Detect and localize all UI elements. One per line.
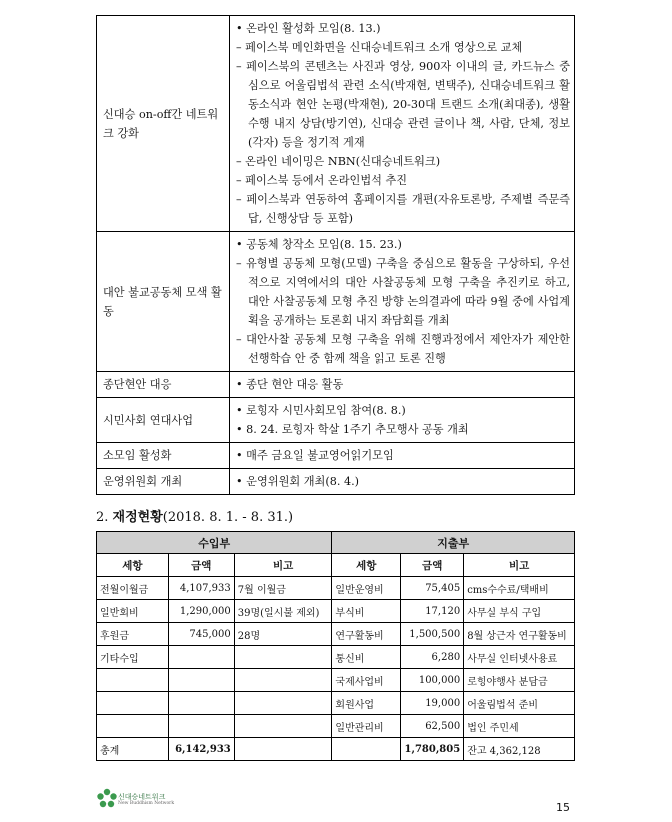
income-item: 일반회비 (97, 600, 169, 623)
income-item (97, 715, 169, 738)
expense-item: 회원사업 (332, 692, 401, 715)
finance-row (97, 669, 575, 692)
expense-amount: 62,500 (401, 715, 464, 738)
income-item (97, 692, 169, 715)
income-item: 후원금 (97, 623, 169, 646)
income-item (97, 669, 169, 692)
expense-item: 연구활동비 (332, 623, 401, 646)
total-income-note (234, 738, 332, 761)
activity-row (97, 372, 575, 398)
expense-col-note: 비고 (464, 554, 575, 577)
finance-row (97, 600, 575, 623)
expense-section-header: 지출부 (332, 532, 575, 554)
finance-table (96, 531, 575, 761)
activity-item: • 로힝자 시민사회모임 참여(8. 8.) (236, 404, 406, 417)
income-note: 39명(일시불 제외) (234, 600, 332, 623)
finance-row (97, 692, 575, 715)
expense-amount: 75,405 (401, 577, 464, 600)
activity-content (230, 469, 575, 495)
activity-row (97, 16, 575, 232)
activity-content (230, 372, 575, 398)
page-number: 15 (556, 801, 570, 814)
finance-heading-period: (2018. 8. 1. - 8. 31.) (162, 510, 294, 525)
expense-note: cms수수료/택배비 (464, 577, 575, 600)
income-note (234, 646, 332, 669)
income-note: 7월 이월금 (234, 577, 332, 600)
income-item: 기타수입 (97, 646, 169, 669)
expense-amount: 6,280 (401, 646, 464, 669)
footer-logo (96, 788, 175, 814)
income-item: 전월이월금 (97, 577, 169, 600)
income-note: 28명 (234, 623, 332, 646)
income-amount (168, 715, 234, 738)
activity-label: 종단현안 대응 (97, 372, 230, 398)
expense-item: 통신비 (332, 646, 401, 669)
income-col-amount: 금액 (168, 554, 234, 577)
expense-note: 법인 주민세 (464, 715, 575, 738)
activity-item: • 종단 현안 대응 활동 (236, 378, 344, 391)
income-amount (168, 692, 234, 715)
activity-item: • 공동체 창작소 모임(8. 15. 23.) (236, 238, 402, 251)
activity-subitem: – 페이스북과 연동하여 홈페이지를 개편(자유토론방, 주제별 즉문즉답, 신행상담 등 포함) (236, 193, 570, 225)
total-expense-item (332, 738, 401, 761)
lotus-logo-icon (96, 788, 118, 810)
finance-heading (96, 506, 293, 525)
activity-item: • 8. 24. 로힝자 학살 1주기 추모행사 공동 개최 (236, 423, 469, 436)
expense-item: 일반관리비 (332, 715, 401, 738)
expense-note: 사무실 인터넷사용료 (464, 646, 575, 669)
activity-item: • 온라인 활성화 모임(8. 13.) (236, 22, 381, 35)
activity-subitem: – 페이스북 등에서 온라인법석 추진 (236, 174, 408, 187)
income-amount: 1,290,000 (168, 600, 234, 623)
logo-subtext: New Buddhism Network (118, 801, 175, 806)
activity-label: 운영위원회 개최 (97, 469, 230, 495)
expense-col-amount: 금액 (401, 554, 464, 577)
total-expense: 1,780,805 (401, 738, 464, 761)
income-note (234, 715, 332, 738)
balance-note: 잔고 4,362,128 (464, 738, 575, 761)
finance-row (97, 577, 575, 600)
activity-label: 소모임 활성화 (97, 443, 230, 469)
income-note (234, 669, 332, 692)
expense-amount: 1,500,500 (401, 623, 464, 646)
expense-note: 8월 상근자 연구활동비 (464, 623, 575, 646)
activity-content (230, 443, 575, 469)
expense-amount: 17,120 (401, 600, 464, 623)
finance-heading-title: 재정현황 (112, 510, 163, 525)
activity-subitem: – 유형별 공동체 모형(모델) 구축을 중심으로 활동을 구상하되, 우선적으로 지역에서의 대안 사찰공동체 모형 구축을 추진키로 하고, 대안 사찰공동체 모형 추진 방향 논의결과에 따라 9월 중에 사업계획을 공개하는 토론회 내지 좌담회를 개최 (236, 257, 570, 327)
activity-row (97, 469, 575, 495)
activity-subitem: – 페이스북 메인화면을 신대승네트워크 소개 영상으로 교체 (236, 41, 523, 54)
total-label: 총계 (97, 738, 169, 761)
expense-amount: 100,000 (401, 669, 464, 692)
expense-item: 국제사업비 (332, 669, 401, 692)
expense-note: 어울림법석 준비 (464, 692, 575, 715)
income-amount (168, 646, 234, 669)
activity-subitem: – 대안사찰 공동체 모형 구축을 위해 진행과정에서 제안자가 제안한 선행학습 안 중 함께 책을 읽고 토론 진행 (236, 333, 570, 365)
expense-amount: 19,000 (401, 692, 464, 715)
expense-col-item: 세항 (332, 554, 401, 577)
income-col-item: 세항 (97, 554, 169, 577)
activity-content (230, 16, 575, 232)
income-amount: 745,000 (168, 623, 234, 646)
activity-subitem: – 온라인 네이밍은 NBN(신대승네트워크) (236, 155, 441, 168)
finance-row (97, 623, 575, 646)
activity-row (97, 398, 575, 443)
activity-item: • 매주 금요일 불교영어읽기모임 (236, 449, 394, 462)
activity-row (97, 443, 575, 469)
logo-text: 신대승네트워크 (118, 793, 166, 801)
income-note (234, 692, 332, 715)
activity-label: 대안 불교공동체 모색 활동 (97, 232, 230, 372)
activity-subitem: – 페이스북의 콘텐츠는 사진과 영상, 900자 이내의 글, 카드뉴스 중심으로 어울림법석 관련 소식(박재현, 변택주), 신대승네트워크 활동소식과 현안 논평(박재현), 20-30대 트랜드 소개(최대종), 생활수행 내지 상담(방기연), 신대승 관련 글이나 책, 사람, 단체, 정보(각자) 등을 정기적 게재 (236, 60, 570, 149)
activity-content (230, 398, 575, 443)
activity-content (230, 232, 575, 372)
expense-note: 사무실 부식 구입 (464, 600, 575, 623)
activity-item: • 운영위원회 개최(8. 4.) (236, 475, 359, 488)
activity-row (97, 232, 575, 372)
expense-note: 로힝야행사 분담금 (464, 669, 575, 692)
finance-total-row (97, 738, 575, 761)
activity-label: 신대승 on-off간 네트워크 강화 (97, 16, 230, 232)
income-section-header: 수입부 (97, 532, 332, 554)
total-income: 6,142,933 (168, 738, 234, 761)
income-col-note: 비고 (234, 554, 332, 577)
finance-row (97, 646, 575, 669)
expense-item: 부식비 (332, 600, 401, 623)
activity-label: 시민사회 연대사업 (97, 398, 230, 443)
income-amount: 4,107,933 (168, 577, 234, 600)
expense-item: 일반운영비 (332, 577, 401, 600)
finance-heading-number: 2. (96, 510, 109, 525)
activity-table (96, 15, 575, 495)
income-amount (168, 669, 234, 692)
finance-row (97, 715, 575, 738)
